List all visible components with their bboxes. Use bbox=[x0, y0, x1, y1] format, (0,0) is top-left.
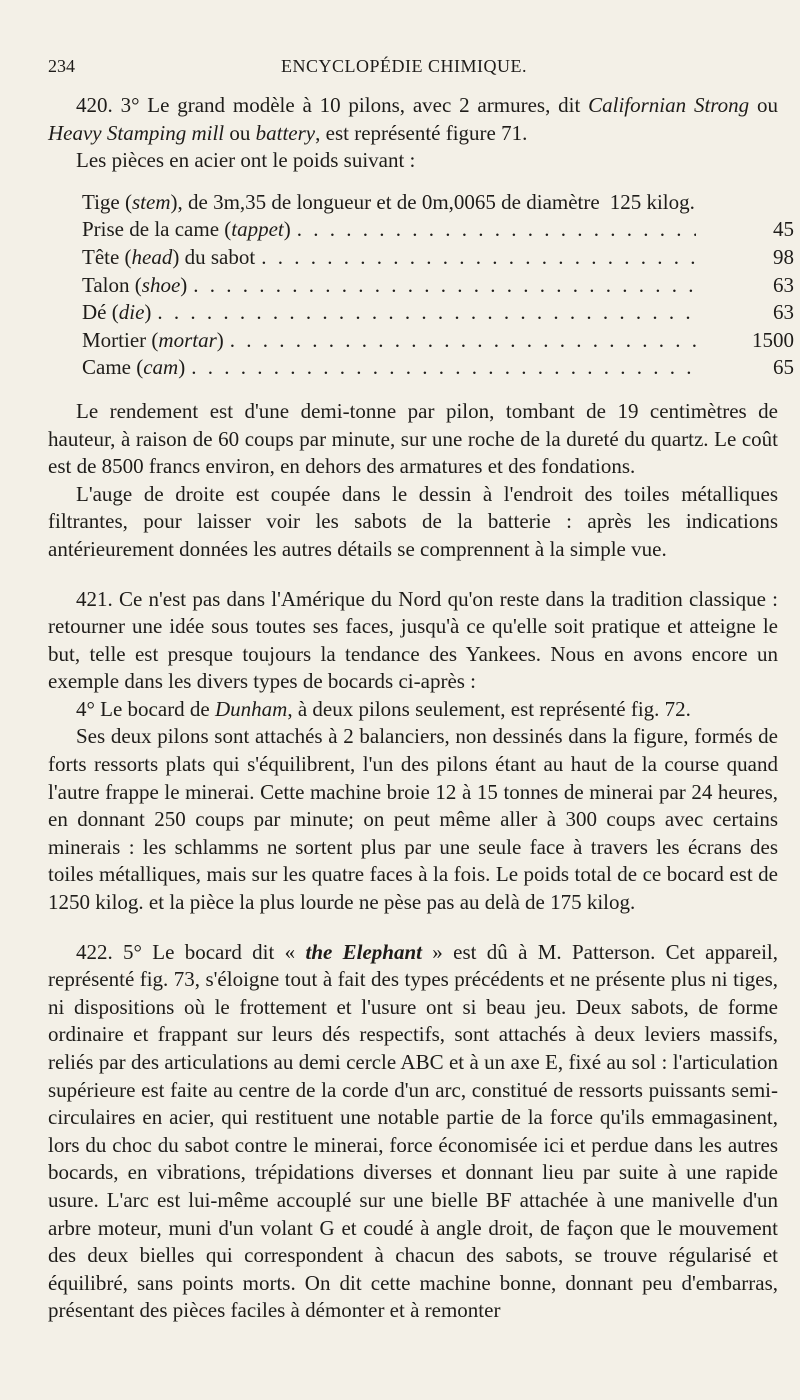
leader-dots bbox=[261, 244, 696, 272]
spec-row: Prise de la came (tappet) . . . 45 bbox=[82, 216, 794, 244]
spec-row: Tête (head) du sabot . . . 98 bbox=[82, 244, 794, 272]
paragraph-dunham: 4° Le bocard de Dunham, à deux pilons seulement, est représenté fig. 72. bbox=[76, 696, 691, 721]
leader-dots bbox=[157, 299, 696, 327]
paragraph-yield: Le rendement est d'une demi-tonne par pilon, tombant de 19 centimètres de hauteur, à raison de 60 coups par minute, sur une roche de la dureté du quartz. Le coût est de 8500 francs environ, en dehors des armatures et des fondations. bbox=[48, 398, 778, 479]
spec-row: Talon (shoe) . . . 63 bbox=[82, 272, 794, 300]
leader-dots bbox=[193, 272, 696, 300]
page-number: 234 bbox=[48, 56, 75, 76]
spec-value: 63 bbox=[773, 300, 794, 325]
paragraph-420-pieces: Les pièces en acier ont le poids suivant : bbox=[76, 148, 416, 173]
leader-dots bbox=[230, 327, 696, 355]
running-header bbox=[48, 56, 760, 82]
spec-row: Tige (stem), de 3m,35 de longueur et de 0m,0065 de diamètre 125 kilog. bbox=[82, 189, 794, 217]
running-title: ENCYCLOPÉDIE CHIMIQUE. bbox=[281, 56, 527, 76]
spec-value: 1500 bbox=[752, 327, 794, 352]
paragraph-trough: L'auge de droite est coupée dans le dessin à l'endroit des toiles métalliques filtrantes, pour laisser voir les sabots de la batterie : après les indications antérieurement données les autres détails se comprennent à la simple vue. bbox=[48, 481, 778, 561]
body-text bbox=[48, 92, 794, 1325]
paragraph-421: 421. Ce n'est pas dans l'Amérique du Nord qu'on reste dans la tradition classique : retourner une idée sous toutes ses faces, jusqu'à ce qu'elle soit pratique et atteigne le but, telle est presque toujours la tendance des Yankees. Nous en avons encore un exemple dans les divers types de bocards ci-après : bbox=[48, 586, 778, 694]
paragraph-422: 422. 5° Le bocard dit « the Elephant » est dû à M. Patterson. Cet appareil, représenté fig. 73, s'éloigne tout à fait des types précédents et ne présente plus ni tiges, ni dispositions où le frottement et l'usure ont si beau jeu. Deux sabots, de forme ordinaire et frappant sur leurs dés respectifs, sont attachés à deux leviers massifs, reliés par des articulations au demi cercle ABC et à un axe E, fixé au sol : l'articulation supérieure est faite au centre de la corde d'un arc, constitué de ressorts puissants semi-circulaires en acier, qui restituent une notable partie de la force qu'ils emmagasinent, lors du choc du sabot contre le minerai, force économisée ici et perdue dans les autres bocards, en vibrations, trépidations diverses et donnant lieu par suite à une rapide usure. L'arc est lui-même accouplé sur une bielle BF attachée à une manivelle d'un arbre moteur, muni d'un volant G et coudé à angle droit, de façon que le mouvement des deux bielles qui correspondent à chacun des sabots, se trouve régularisé et équilibré, sans points morts. On dit cette machine bonne, donnant peu d'embarras, présentant des pièces faciles à démonter et à remonter bbox=[48, 939, 779, 1323]
leader-dots bbox=[297, 216, 696, 244]
spec-row: Dé (die) . . . 63 bbox=[82, 299, 794, 327]
paragraph-dunham-detail: Ses deux pilons sont attachés à 2 balanciers, non dessinés dans la figure, formés de forts ressorts plats qui s'équilibrent, l'un des pilons étant au haut de la course quand l'autre frappe le minerai. Cette machine broie 12 à 15 tonnes de minerai par 24 heures, en donnant 250 coups par minute; on peut même aller à 300 coups avec certains minerais : les schlamms ne sortent plus par une seule face à travers les écrans des toiles métalliques, mais sur les quatre faces à la fois. Le poids total de ce bocard est de 1250 kilog. et la pièce la plus lourde ne pèse pas au delà de 175 kilog. bbox=[48, 724, 778, 915]
spec-row: Came (cam) . . . 65 bbox=[82, 354, 794, 382]
spec-value: 45 bbox=[773, 217, 794, 242]
leader-dots bbox=[191, 354, 696, 382]
spec-value: 98 bbox=[773, 244, 794, 269]
paragraph-420-intro: 420. 3° Le grand modèle à 10 pilons, avec 2 armures, dit Californian Strong ou Heavy Stamping mill ou battery, est représenté figure 71. bbox=[48, 93, 779, 145]
spec-value: 125 kilog. bbox=[609, 189, 695, 214]
spec-value: 65 bbox=[773, 355, 794, 380]
spec-value: 63 bbox=[773, 272, 794, 297]
steel-parts-weight-list bbox=[82, 189, 794, 382]
spec-row: Mortier (mortar) . . . 1500 bbox=[82, 327, 794, 355]
